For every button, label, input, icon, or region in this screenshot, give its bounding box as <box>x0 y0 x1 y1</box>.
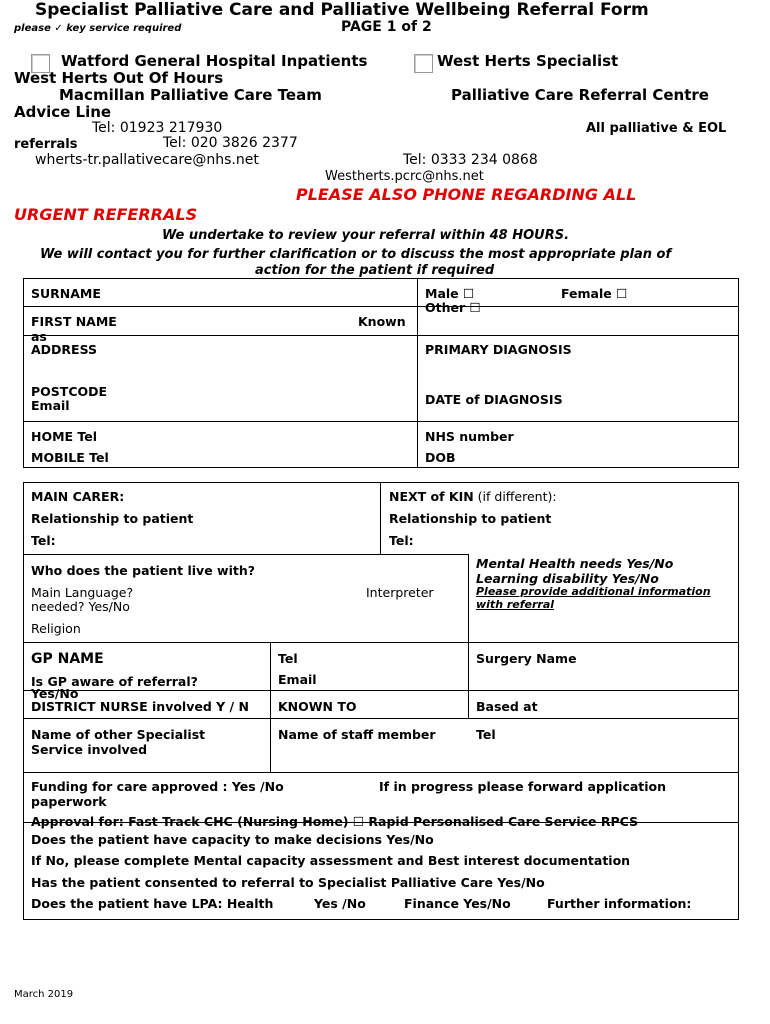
ooh-line: West Herts Out Of Hours <box>14 69 224 87</box>
mobile-tel-label: MOBILE Tel <box>31 450 109 465</box>
other-option[interactable]: Other ☐ <box>425 300 481 315</box>
consent-question: Has the patient consented to referral to Specialist Palliative Care Yes/No <box>31 875 545 890</box>
watford-service-name: Watford General Hospital Inpatients <box>61 52 368 70</box>
address-label: ADDRESS <box>31 342 98 357</box>
macmillan-team: Macmillan Palliative Care Team <box>59 86 322 104</box>
gp-aware-cut: Yes/No <box>31 686 79 701</box>
phone-notice: PLEASE ALSO PHONE REGARDING ALL <box>296 185 637 204</box>
district-nurse-label: DISTRICT NURSE involved Y / N <box>31 699 249 714</box>
urgent-referrals: URGENT REFERRALS <box>14 205 198 224</box>
main-carer-label: MAIN CARER: <box>31 489 125 504</box>
lpa-finance-yes-no: Finance Yes/No <box>404 896 511 911</box>
mental-health-label: Mental Health needs Yes/No <box>476 556 674 571</box>
interpreter-label: Interpreter <box>366 585 434 600</box>
capacity-question: Does the patient have capacity to make decisions Yes/No <box>31 832 434 847</box>
home-tel-label: HOME Tel <box>31 429 98 444</box>
review-notice: We undertake to review your referral within 48 HOURS. <box>162 228 570 243</box>
surname-label: SURNAME <box>31 286 101 301</box>
date-diagnosis-label: DATE of DIAGNOSIS <box>425 392 563 407</box>
known-as-label: Known <box>358 314 406 329</box>
west-herts-service-name: West Herts Specialist <box>437 52 619 70</box>
other-specialist-label-2: Service involved <box>31 742 148 757</box>
first-name-label: FIRST NAME <box>31 314 117 329</box>
primary-diagnosis-label: PRIMARY DIAGNOSIS <box>425 342 572 357</box>
nhs-number-label: NHS number <box>425 429 514 444</box>
referrals-label: referrals <box>14 137 78 152</box>
staff-member-label: Name of staff member <box>278 727 436 742</box>
religion-label: Religion <box>31 621 81 636</box>
advice-line: Advice Line <box>14 103 112 121</box>
ooh-tel: Tel: 020 3826 2377 <box>163 135 298 151</box>
funding-approved-label: Funding for care approved : Yes /No <box>31 779 284 794</box>
contact-notice-1: We will contact you for further clarification or to discuss the most appropriate plan of <box>40 247 672 262</box>
watford-email: wherts-tr.pallativecare@nhs.net <box>35 152 259 168</box>
other-specialist-label-1: Name of other Specialist <box>31 727 206 742</box>
page-number: PAGE 1 of 2 <box>341 19 432 35</box>
email-label: Email <box>31 398 70 413</box>
please-key-note: please ✓ key service required <box>14 23 182 34</box>
surgery-name-label: Surgery Name <box>476 651 577 666</box>
contact-notice-2: action for the patient if required <box>255 263 495 278</box>
kin-relationship-label: Relationship to patient <box>389 511 552 526</box>
known-to-label: KNOWN TO <box>278 699 357 714</box>
next-of-kin-note: (if different): <box>473 489 557 504</box>
referral-centre: Palliative Care Referral Centre <box>451 86 709 104</box>
approval-for-label: Approval for: Fast Track CHC (Nursing Home) ☐ Rapid Personalised Care Service RPCS <box>31 814 639 829</box>
gp-email-label: Email <box>278 672 317 687</box>
gp-name-label: GP NAME <box>31 651 104 667</box>
footer-date: March 2019 <box>14 989 74 1000</box>
west-herts-email: Westherts.pcrc@nhs.net <box>325 169 484 184</box>
with-referral-note: with referral <box>476 598 555 611</box>
watford-tel: Tel: 01923 217930 <box>92 120 223 136</box>
in-progress-label: If in progress please forward application <box>379 779 667 794</box>
all-palliative: All palliative & EOL <box>586 121 727 136</box>
further-information-label: Further information: <box>547 896 692 911</box>
paperwork-label: paperwork <box>31 794 107 809</box>
carer-tel-label: Tel: <box>31 533 56 548</box>
west-herts-tel: Tel: 0333 234 0868 <box>403 152 538 168</box>
provide-info-note: Please provide additional information <box>476 585 711 598</box>
postcode-label: POSTCODE <box>31 384 108 399</box>
female-option[interactable]: Female ☐ <box>561 286 628 301</box>
next-of-kin-title: NEXT of KIN <box>389 489 474 504</box>
lives-with-label: Who does the patient live with? <box>31 563 255 578</box>
lpa-question: Does the patient have LPA: Health <box>31 896 274 911</box>
staff-tel-label: Tel <box>476 727 496 742</box>
learning-disability-label: Learning disability Yes/No <box>476 571 659 586</box>
main-language-label: Main Language? <box>31 585 134 600</box>
lpa-health-yes-no: Yes /No <box>314 896 366 911</box>
kin-tel-label: Tel: <box>389 533 414 548</box>
carer-relationship-label: Relationship to patient <box>31 511 194 526</box>
dob-label: DOB <box>425 450 456 465</box>
known-as-cut: as <box>31 329 47 344</box>
male-option[interactable]: Male ☐ <box>425 286 475 301</box>
west-herts-checkbox[interactable] <box>414 54 433 73</box>
mca-instruction: If No, please complete Mental capacity assessment and Best interest documentation <box>31 853 631 868</box>
interpreter-needed-label: needed? Yes/No <box>31 599 130 614</box>
gp-tel-label: Tel <box>278 651 298 666</box>
gp-aware-label: Is GP aware of referral? <box>31 674 198 689</box>
form-title: Specialist Palliative Care and Palliative Wellbeing Referral Form <box>35 0 649 20</box>
based-at-label: Based at <box>476 699 538 714</box>
next-of-kin-label <box>389 489 557 504</box>
